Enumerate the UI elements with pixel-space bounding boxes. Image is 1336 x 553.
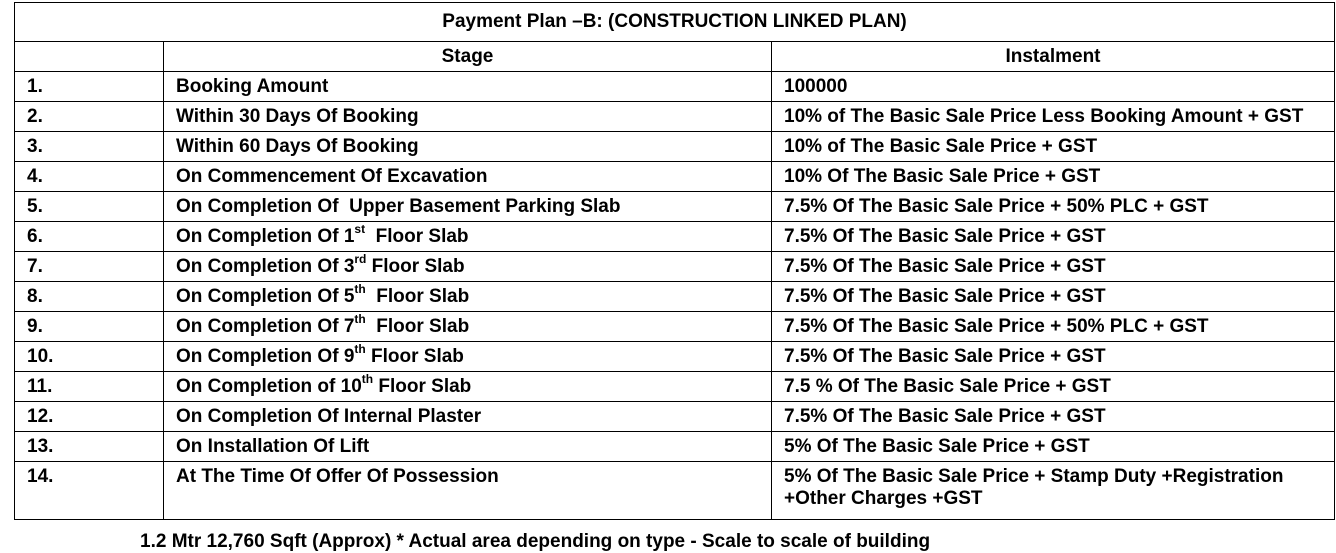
- stage-text-suffix: Floor Slab: [365, 286, 470, 307]
- stage-text: On Completion Of 1: [176, 226, 355, 247]
- row-instalment: 7.5% Of The Basic Sale Price + GST: [772, 342, 1335, 372]
- row-number: 10.: [15, 342, 164, 372]
- payment-plan-table: [14, 2, 1335, 520]
- ordinal-suffix: th: [354, 341, 366, 356]
- row-number: 14.: [15, 462, 164, 520]
- table-row: [15, 102, 1335, 132]
- row-stage: Within 60 Days Of Booking: [164, 132, 772, 162]
- ordinal-suffix: th: [361, 371, 374, 386]
- table-header-row: [15, 42, 1335, 72]
- row-instalment: 7.5 % Of The Basic Sale Price + GST: [772, 372, 1335, 402]
- row-number: 2.: [15, 102, 164, 132]
- row-stage: [164, 372, 772, 402]
- stage-text: On Completion Of 3: [176, 256, 355, 277]
- row-number: 8.: [15, 282, 164, 312]
- stage-text-suffix: Floor Slab: [373, 376, 472, 397]
- row-number: 5.: [15, 192, 164, 222]
- stage-text-suffix: Floor Slab: [366, 256, 465, 277]
- row-instalment: 7.5% Of The Basic Sale Price + GST: [772, 282, 1335, 312]
- header-stage: Stage: [164, 42, 772, 72]
- row-number: 12.: [15, 402, 164, 432]
- row-number: 4.: [15, 162, 164, 192]
- row-instalment: 7.5% Of The Basic Sale Price + GST: [772, 402, 1335, 432]
- row-stage: Within 30 Days Of Booking: [164, 102, 772, 132]
- table-title: Payment Plan –B: (CONSTRUCTION LINKED PLAN): [15, 3, 1335, 42]
- row-instalment: 100000: [772, 72, 1335, 102]
- row-instalment: 10% of The Basic Sale Price Less Booking Amount + GST: [772, 102, 1335, 132]
- row-stage: [164, 252, 772, 282]
- row-stage: Booking Amount: [164, 72, 772, 102]
- row-number: 9.: [15, 312, 164, 342]
- row-stage: On Completion Of Internal Plaster: [164, 402, 772, 432]
- row-stage: At The Time Of Offer Of Possession: [164, 462, 772, 520]
- table-row: [15, 252, 1335, 282]
- stage-text: On Completion Of 5: [176, 286, 355, 307]
- row-stage: [164, 222, 772, 252]
- row-stage: On Completion Of Upper Basement Parking Slab: [164, 192, 772, 222]
- header-no: [15, 42, 164, 72]
- row-number: 11.: [15, 372, 164, 402]
- table-row: [15, 192, 1335, 222]
- table-row: [15, 282, 1335, 312]
- row-instalment: 7.5% Of The Basic Sale Price + 50% PLC + GST: [772, 312, 1335, 342]
- ordinal-suffix: th: [354, 311, 366, 326]
- ordinal-suffix: rd: [354, 251, 367, 266]
- row-number: 3.: [15, 132, 164, 162]
- header-instalment: Instalment: [772, 42, 1335, 72]
- row-instalment: 7.5% Of The Basic Sale Price + GST: [772, 222, 1335, 252]
- table-row: [15, 402, 1335, 432]
- row-number: 13.: [15, 432, 164, 462]
- row-number: 7.: [15, 252, 164, 282]
- table-title-row: [15, 3, 1335, 42]
- row-instalment: 10% of The Basic Sale Price + GST: [772, 132, 1335, 162]
- row-stage: On Commencement Of Excavation: [164, 162, 772, 192]
- stage-text: On Completion Of 7: [176, 316, 355, 337]
- clipped-footer-text: 1.2 Mtr 12,760 Sqft (Approx) * Actual area depending on type - Scale to scale of building: [140, 531, 931, 552]
- table-row: [15, 132, 1335, 162]
- ordinal-suffix: th: [354, 281, 366, 296]
- row-stage: [164, 312, 772, 342]
- stage-text: On Completion of 10: [176, 376, 362, 397]
- stage-text-suffix: Floor Slab: [365, 346, 464, 367]
- row-instalment: 5% Of The Basic Sale Price + GST: [772, 432, 1335, 462]
- stage-text: On Completion Of 9: [176, 346, 355, 367]
- row-stage: On Installation Of Lift: [164, 432, 772, 462]
- row-instalment: 10% Of The Basic Sale Price + GST: [772, 162, 1335, 192]
- table-row: [15, 222, 1335, 252]
- table-row: [15, 342, 1335, 372]
- row-stage: [164, 282, 772, 312]
- table-row: [15, 72, 1335, 102]
- table-row: [15, 432, 1335, 462]
- row-number: 6.: [15, 222, 164, 252]
- table-row: [15, 162, 1335, 192]
- stage-text-suffix: Floor Slab: [365, 316, 470, 337]
- ordinal-suffix: st: [354, 221, 366, 236]
- row-instalment: 7.5% Of The Basic Sale Price + GST: [772, 252, 1335, 282]
- table-row: [15, 312, 1335, 342]
- row-stage: [164, 342, 772, 372]
- stage-text-suffix: Floor Slab: [365, 226, 469, 247]
- row-number: 1.: [15, 72, 164, 102]
- table-body: [15, 72, 1335, 520]
- row-instalment: 7.5% Of The Basic Sale Price + 50% PLC + GST: [772, 192, 1335, 222]
- table-row: [15, 372, 1335, 402]
- row-instalment: 5% Of The Basic Sale Price + Stamp Duty +Registration +Other Charges +GST: [772, 462, 1335, 520]
- table-row: [15, 462, 1335, 520]
